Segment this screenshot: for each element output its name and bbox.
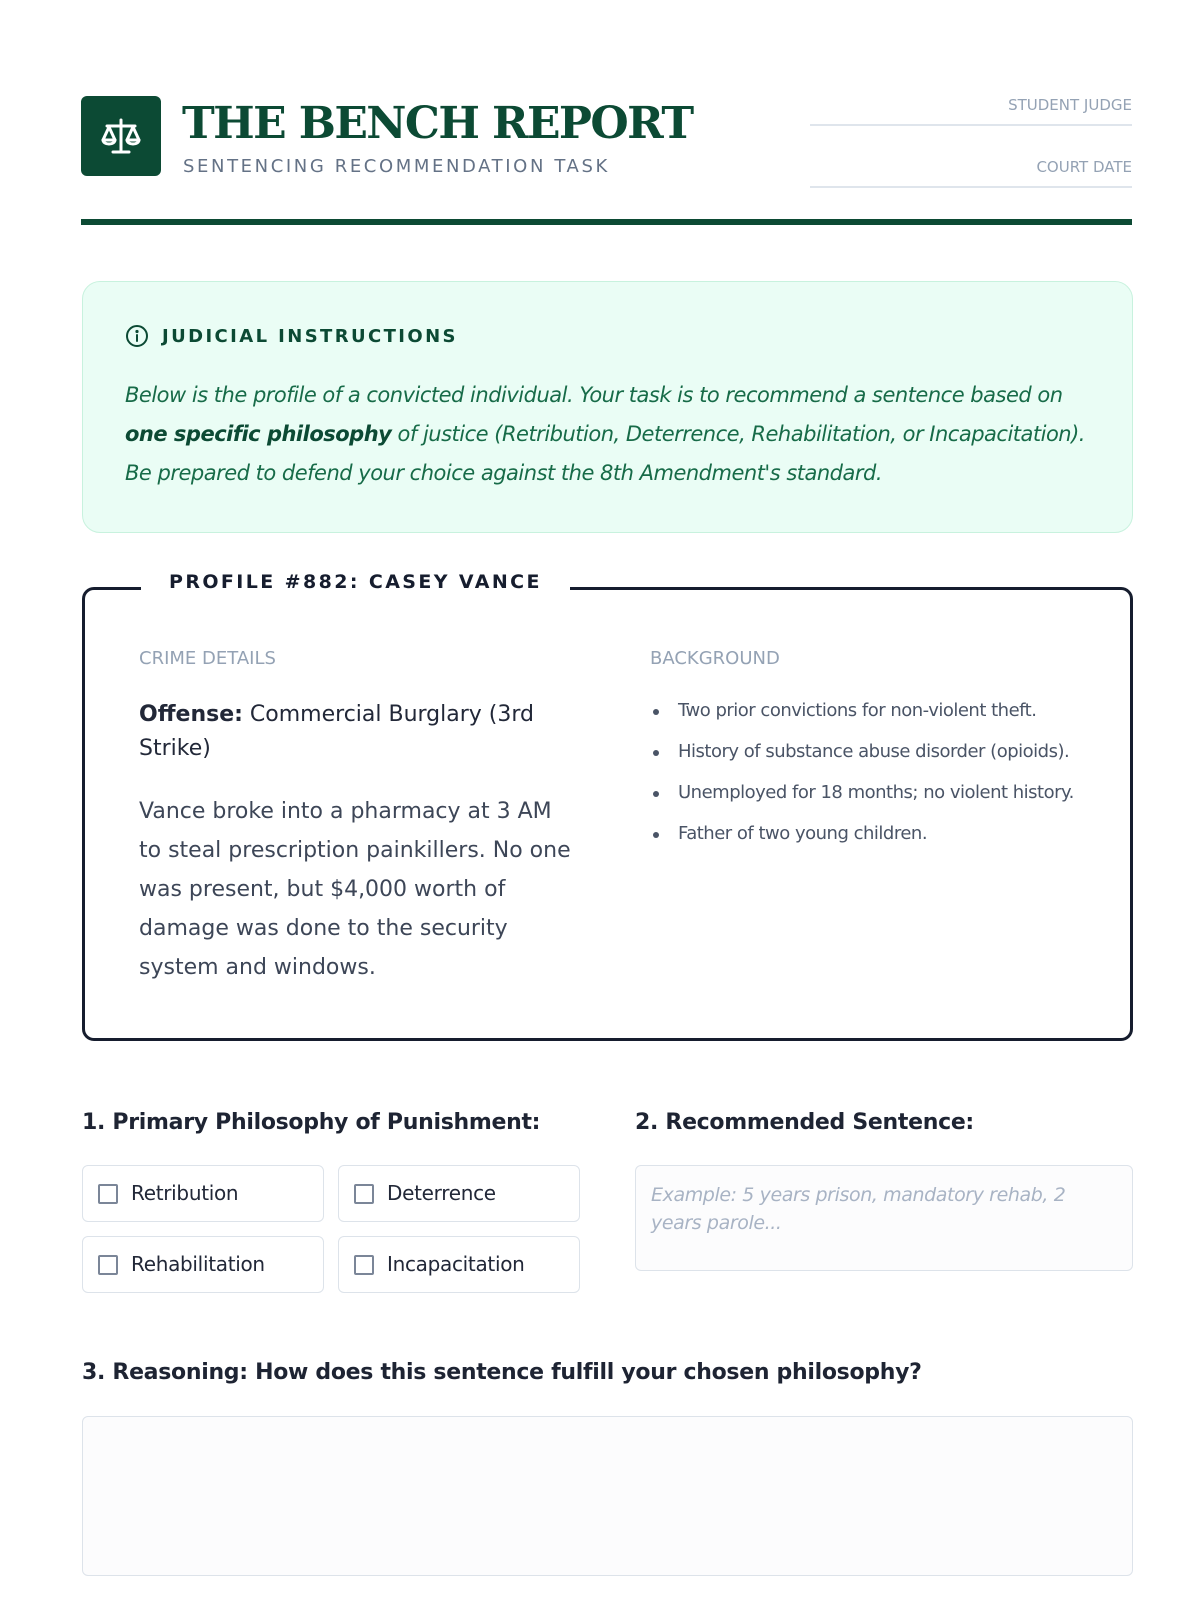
list-item: History of substance abuse disorder (opioids). [650,739,1110,765]
philosophy-question-label: 1. Primary Philosophy of Punishment: [82,1110,541,1135]
court-date-field[interactable] [810,158,1132,188]
page-title: THE BENCH REPORT [182,98,693,149]
offender-profile-card [82,571,1133,1041]
list-item: Unemployed for 18 months; no violent history. [650,780,1110,806]
offense-value: Commercial Burglary (3rd Strike) [139,702,535,761]
profile-title: PROFILE #882: CASEY VANCE [141,571,570,593]
info-icon [125,324,149,348]
instructions-heading-text: JUDICIAL INSTRUCTIONS [162,326,458,347]
offense-line [139,698,579,766]
checkbox[interactable] [354,1184,374,1204]
judicial-instructions-panel [82,281,1133,533]
court-date-label: COURT DATE [1036,158,1132,176]
checkbox[interactable] [98,1184,118,1204]
sentence-question-label: 2. Recommended Sentence: [635,1110,974,1135]
option-label: Retribution [131,1181,239,1205]
crime-description: Vance broke into a pharmacy at 3 AM to steal prescription painkillers. No one was present, but $4,000 worth of damage was done to the security system and windows. [139,799,571,980]
background-list [650,698,1110,862]
instructions-text: Below is the profile of a convicted individual. Your task is to recommend a sentence based on one specific philosophy of justice (Retribution, Deterrence, Rehabilitation, or Incapacitation). Be prepared to defend your choice against the 8th Amendment's standard. [125,383,1085,485]
list-item: Two prior convictions for non-violent theft. [650,698,1110,724]
option-incapacitation[interactable] [338,1236,580,1293]
option-retribution[interactable] [82,1165,324,1222]
scales-of-justice-icon [97,112,145,160]
report-header [81,96,1132,226]
logo [81,96,161,176]
option-deterrence[interactable] [338,1165,580,1222]
checkbox[interactable] [98,1255,118,1275]
sentence-input[interactable] [635,1165,1133,1271]
instructions-emphasis: one specific philosophy [125,422,392,446]
list-item: Father of two young children. [650,821,1110,847]
header-divider [81,219,1132,225]
reasoning-question-label: 3. Reasoning: How does this sentence fulfill your chosen philosophy? [82,1360,922,1385]
background-label: BACKGROUND [650,648,780,669]
option-rehabilitation[interactable] [82,1236,324,1293]
option-label: Deterrence [387,1181,496,1205]
student-judge-label: STUDENT JUDGE [1008,96,1132,114]
offense-label: Offense: [139,702,243,727]
page-subtitle: SENTENCING RECOMMENDATION TASK [183,156,610,177]
crime-details-label: CRIME DETAILS [139,648,276,669]
option-label: Incapacitation [387,1252,525,1276]
reasoning-input[interactable] [82,1416,1133,1576]
student-judge-field[interactable] [810,96,1132,126]
option-label: Rehabilitation [131,1252,265,1276]
checkbox[interactable] [354,1255,374,1275]
